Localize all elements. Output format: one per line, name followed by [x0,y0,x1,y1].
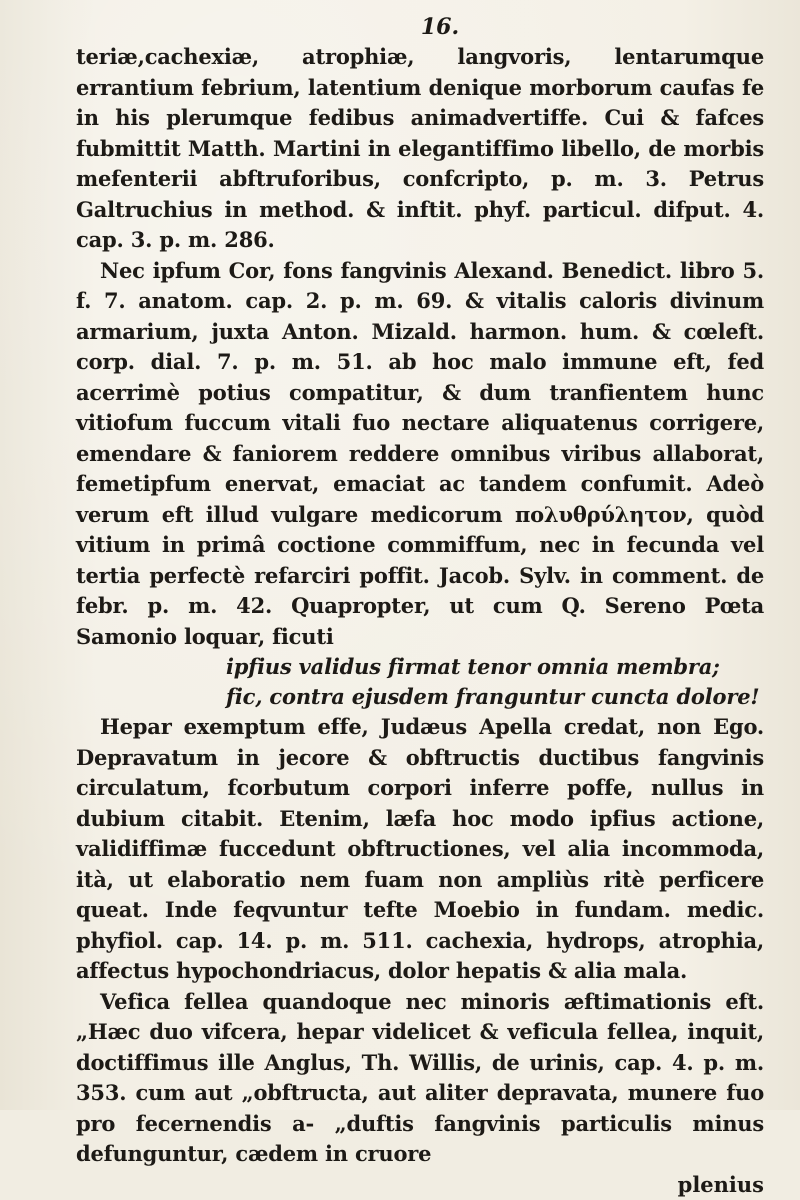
verse-line-1: ipfius validus firmat tenor omnia membra; [226,654,720,679]
catchword: plenius [677,1171,764,1197]
paragraph-1: teriæ,cachexiæ, atrophiæ, langvoris, lentarumque errantium febrium, latentium denique morborum caufas fe in his plerumque fedibus animadvertiffe. Cui & fafces fubmittit Matth. Martini in elegantiffimo libello, de morbis mefenterii abftruforibus, confcripto, p. m. 3. Petrus Galtruchius in method. & inftit. phyf. particul. difput. 4. cap. 3. p. m. 286. [76,44,764,252]
main-text [76,42,764,1170]
verse-quotation [226,652,764,712]
paragraph-3: Hepar exemptum effe, Judæus Apella credat, non Ego. Depravatum in jecore & obftructis ductibus fangvinis circulatum, fcorbutum corpori inferre poffe, nullus in dubium citabit. Etenim, læfa hoc modo ipfius actione, validiffimæ fuccedunt obftructiones, vel alia incommoda, ità, ut elaboratio nem fuam non ampliùs ritè perficere queat. Inde feqvuntur tefte Moebio in fundam. medic. phyfiol. cap. 14. p. m. 511. cachexia, hydrops, atrophia, affectus hypochondriacus, dolor hepatis & alia mala. [76,714,764,983]
page-number: 16. [420,14,460,40]
paragraph-4: Vefica fellea quandoque nec minoris æftimationis eft. „Hæc duo vifcera, hepar videlicet & veficula fellea, inquit, doctiffimus ille Anglus, Th. Willis, de urinis, cap. 4. p. m. 353. cum aut „obftructa, aut aliter depravata, munere fuo pro fecernendis a- „duftis fangvinis particulis minus defunguntur, cædem in cruore [76,988,764,1166]
verse-line-2: fic, contra ejusdem franguntur cuncta dolore! [226,684,760,709]
paragraph-2: Nec ipfum Cor, fons fangvinis Alexand. Benedict. libro 5. f. 7. anatom. cap. 2. p. m. 69. & vitalis caloris divinum armarium, juxta Anton. Mizald. harmon. hum. & cœleft. corp. dial. 7. p. m. 51. ab hoc malo immune eft, fed acerrimè potius compatitur, & dum tranfientem hunc vitiofum fuccum vitali fuo nectare aliquatenus corrigere, emendare & faniorem reddere omnibus viribus allaborat, femetipfum enervat, emaciat ac tandem confumit. Adeò verum eft illud vulgare medicorum πολυθρύλητον, quòd vitium in primâ coctione commiffum, nec in fecunda vel tertia perfectè refarciri poffit. Jacob. Sylv. in comment. de febr. p. m. 42. Quapropter, ut cum Q. Sereno Pœta Samonio loquar, ficuti [76,257,764,649]
